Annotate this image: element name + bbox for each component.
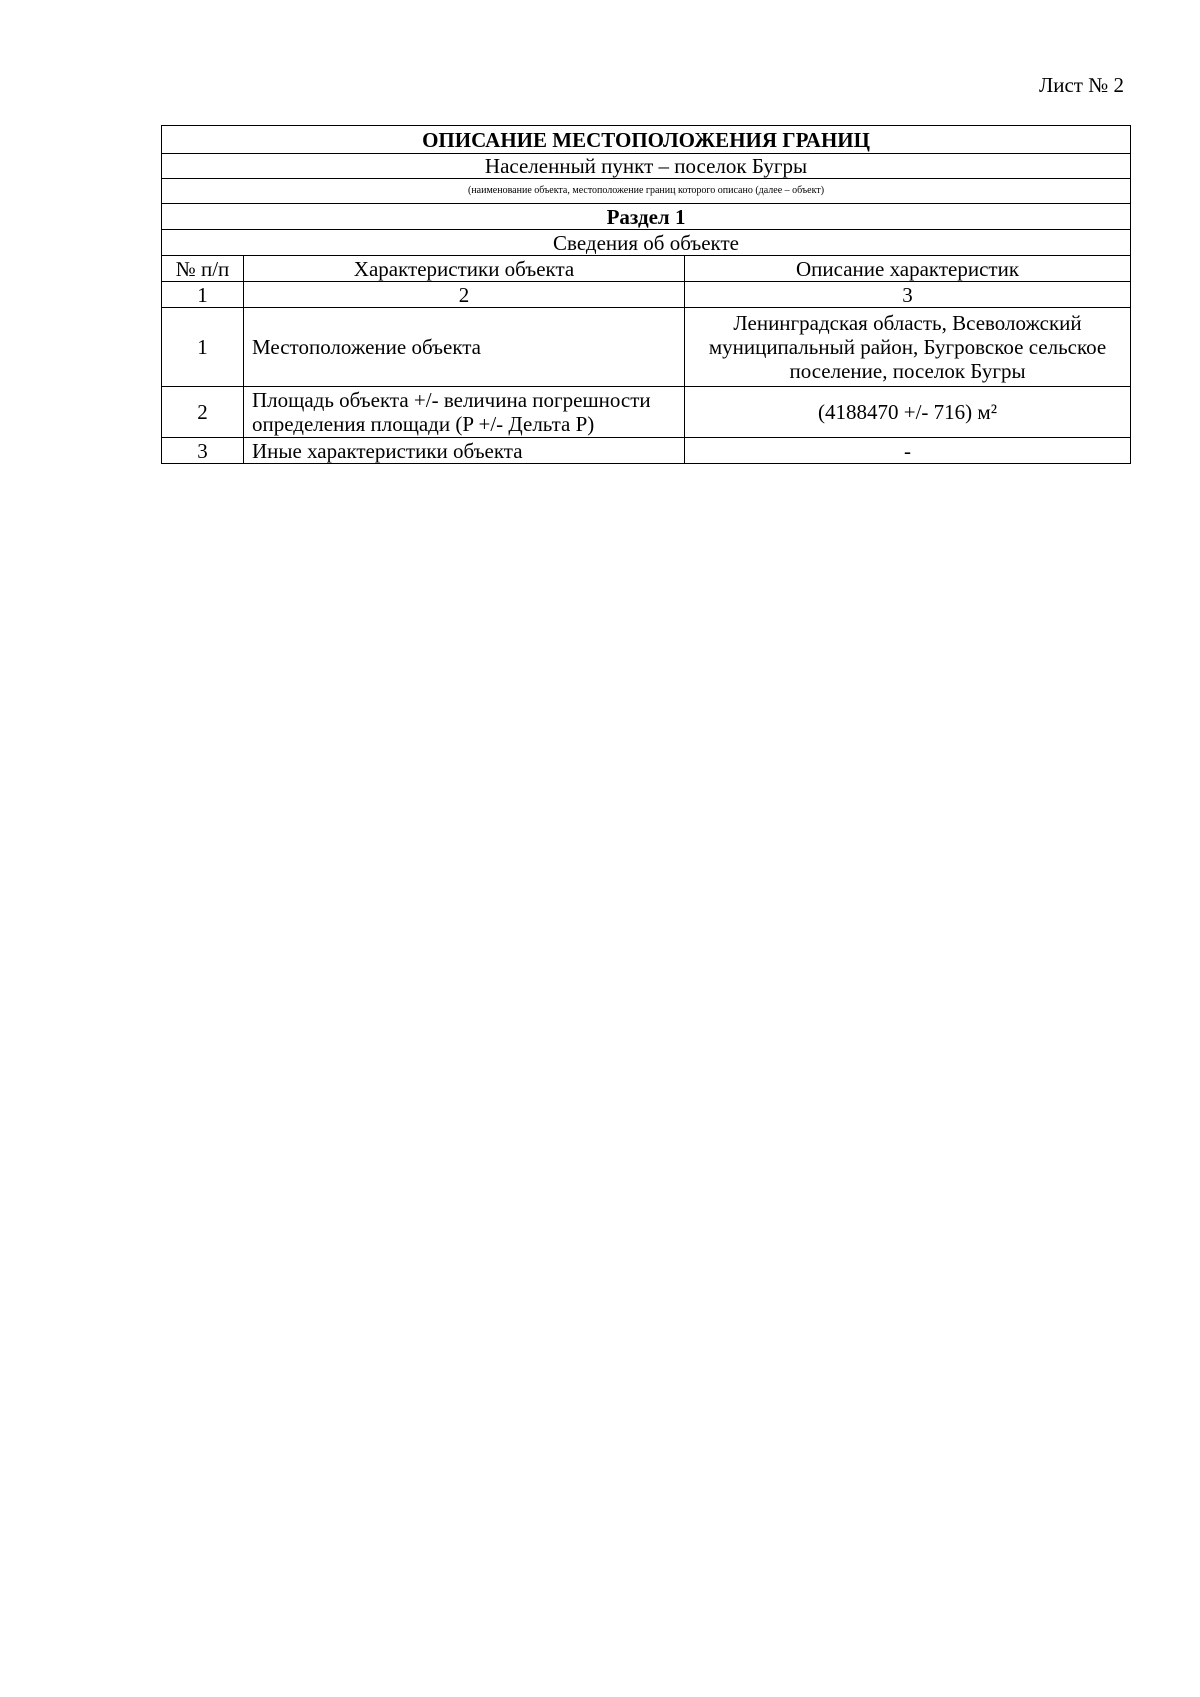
object-name-row xyxy=(162,154,1131,179)
section-row xyxy=(162,204,1131,230)
table-row xyxy=(162,387,1131,438)
column-number-1: 1 xyxy=(162,282,244,308)
row-characteristic: Площадь объекта +/- величина погрешности определения площади (P +/- Дельта P) xyxy=(244,387,685,438)
section-subtitle-row xyxy=(162,230,1131,256)
section-subtitle: Сведения об объекте xyxy=(162,230,1131,256)
column-number-2: 2 xyxy=(244,282,685,308)
column-number-row xyxy=(162,282,1131,308)
row-characteristic: Местоположение объекта xyxy=(244,308,685,387)
document-title: ОПИСАНИЕ МЕСТОПОЛОЖЕНИЯ ГРАНИЦ xyxy=(162,126,1131,154)
column-header-num: № п/п xyxy=(162,256,244,282)
boundary-description-table xyxy=(161,125,1131,464)
row-number: 2 xyxy=(162,387,244,438)
object-name: Населенный пункт – поселок Бугры xyxy=(162,154,1131,179)
column-header-row xyxy=(162,256,1131,282)
table-row xyxy=(162,308,1131,387)
row-characteristic: Иные характеристики объекта xyxy=(244,438,685,464)
sheet-number: Лист № 2 xyxy=(1038,73,1124,97)
section-title: Раздел 1 xyxy=(162,204,1131,230)
table-row xyxy=(162,438,1131,464)
object-note-row xyxy=(162,179,1131,204)
column-header-description: Описание характеристик xyxy=(685,256,1131,282)
row-number: 1 xyxy=(162,308,244,387)
column-header-characteristic: Характеристики объекта xyxy=(244,256,685,282)
object-note: (наименование объекта, местоположение границ которого описано (далее – объект) xyxy=(162,179,1131,204)
row-description: - xyxy=(685,438,1131,464)
row-description: Ленинградская область, Всеволожский муниципальный район, Бугровское сельское поселение, поселок Бугры xyxy=(685,308,1131,387)
row-number: 3 xyxy=(162,438,244,464)
column-number-3: 3 xyxy=(685,282,1131,308)
row-description: (4188470 +/- 716) м² xyxy=(685,387,1131,438)
table-title-row xyxy=(162,126,1131,154)
